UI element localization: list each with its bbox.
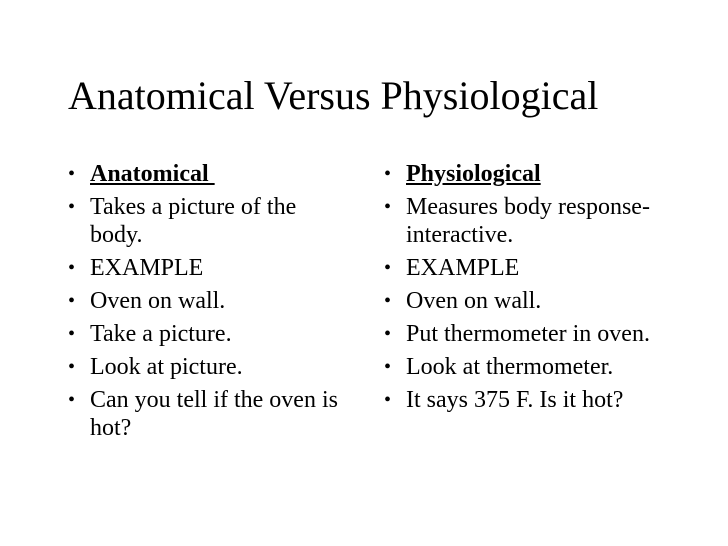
list-item [68, 254, 354, 282]
list-item-text: Oven on wall. [90, 288, 226, 314]
list-item-text: Takes a picture of the body. [90, 194, 297, 248]
bullet-icon: • [68, 257, 76, 279]
bullet-icon: • [384, 163, 392, 185]
list-item-text: EXAMPLE [90, 255, 204, 281]
physiological-column [384, 160, 694, 419]
physiological-heading: Physiological [406, 161, 541, 187]
list-item-text: Measures body response- interactive. [406, 194, 650, 248]
list-item [68, 320, 354, 348]
slide-title: Anatomical Versus Physiological [68, 73, 599, 118]
bullet-icon: • [384, 323, 392, 345]
bullet-icon: • [384, 290, 392, 312]
bullet-icon: • [384, 196, 392, 218]
list-item-text: Oven on wall. [406, 288, 542, 314]
bullet-icon: • [384, 356, 392, 378]
bullet-icon: • [68, 389, 76, 411]
list-item [68, 193, 354, 249]
list-item-text: Put thermometer in oven. [406, 321, 650, 347]
bullet-icon: • [68, 356, 76, 378]
list-item [68, 353, 354, 381]
list-item [384, 386, 694, 414]
list-item [384, 193, 694, 249]
physiological-heading-item [384, 160, 694, 188]
list-item-text: It says 375 F. Is it hot? [406, 387, 624, 413]
list-item [384, 320, 694, 348]
list-item-text: Can you tell if the oven is hot? [90, 387, 338, 441]
bullet-icon: • [68, 163, 76, 185]
list-item-text: EXAMPLE [406, 255, 520, 281]
bullet-icon: • [68, 196, 76, 218]
list-item [384, 353, 694, 381]
anatomical-column [68, 160, 354, 447]
anatomical-heading-item [68, 160, 354, 188]
list-item [68, 386, 354, 442]
bullet-icon: • [68, 290, 76, 312]
list-item-text: Look at picture. [90, 354, 243, 380]
list-item [68, 287, 354, 315]
anatomical-heading: Anatomical [90, 161, 215, 187]
list-item [384, 287, 694, 315]
list-item-text: Take a picture. [90, 321, 232, 347]
bullet-icon: • [68, 323, 76, 345]
list-item-text: Look at thermometer. [406, 354, 614, 380]
list-item [384, 254, 694, 282]
bullet-icon: • [384, 389, 392, 411]
bullet-icon: • [384, 257, 392, 279]
